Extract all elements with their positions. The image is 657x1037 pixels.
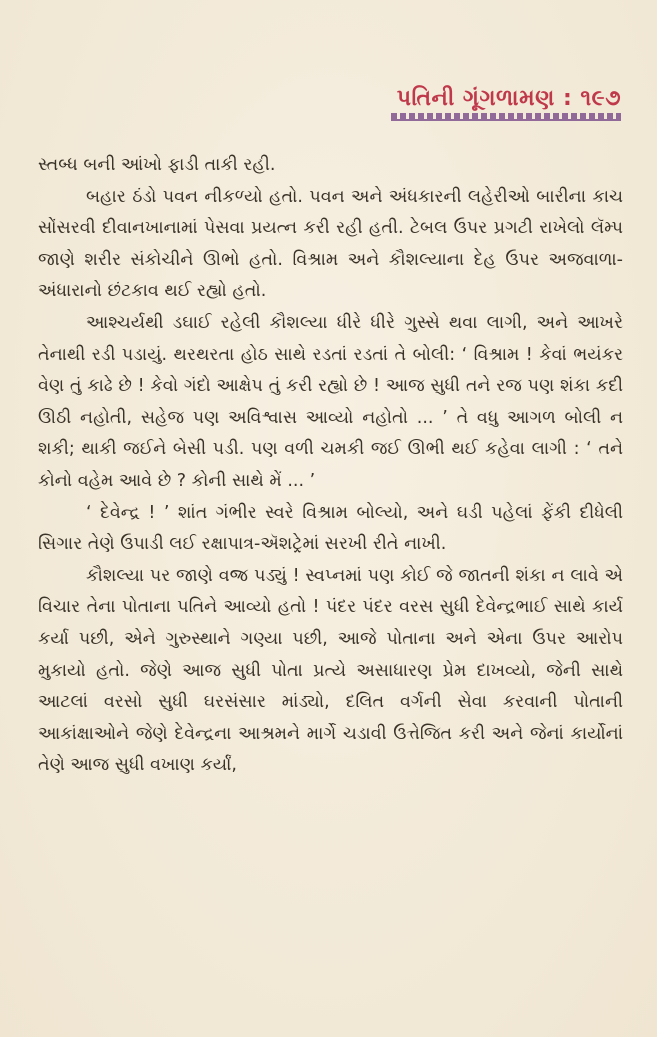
running-header: [391, 86, 621, 121]
paragraph-1: સ્તબ્ધ બની આંખો ફાડી તાકી રહી.: [38, 155, 276, 175]
header-wavy-underline: [391, 113, 621, 121]
paragraph-3: આશ્ચર્યથી ડઘાઈ રહેલી કૌશલ્યા ધીરે ધીરે ગુસ્સે થવા લાગી, અને આખરે તેનાથી રડી પડાયું. થરથરતા હોઠ સાથે રડતાં રડતાં તે બોલી: ‘ વિશ્રામ ! કેવાં ભયંકર વેણ તું કાઢે છે ! કેવો ગંદો આક્ષેપ તું કરી રહ્યો છે ! આજ સુધી તને રજ પણ શંકા કદી ઊઠી નહોતી, સહેજ પણ અવિશ્વાસ આવ્યો નહોતો ... ’ તે વધુ આગળ બોલી ન શકી; થાકી જઈને બેસી પડી. પણ વળી ચમકી જઈ ઊભી થઈ કહેવા લાગી : ‘ તને કોનો વહેમ આવે છે ? કોની સાથે મેં ... ’: [38, 312, 623, 491]
page-body: [38, 150, 623, 782]
paragraph-4: ‘ દેવેન્દ્ર ! ’ શાંત ગંભીર સ્વરે વિશ્રામ બોલ્યો, અને ઘડી પહેલાં ફેંકી દીધેલી સિગાર તેણે ઉપાડી લઈ રક્ષાપાત્ર-ઍશટ્રેમાં સરખી રીતે નાખી.: [38, 502, 623, 555]
page-header-title: પતિની ગૂંગળામણ : ૧૯૭: [396, 86, 621, 111]
paragraph-2: બહાર ઠંડો પવન નીકળ્યો હતો. પવન અને અંધકારની લહેરીઓ બારીના કાચ સોંસરવી દીવાનખાનામાં પેસવા પ્રયત્ન કરી રહી હતી. ટેબલ ઉપર પ્રગટી રાખેલો લૅમ્પ જાણે શરીર સંકોચીને ઊભો હતો. વિશ્રામ અને કૌશલ્યાના દેહ ઉપર અજવાળા-અંધારાનો છંટકાવ થઈ રહ્યો હતો.: [38, 186, 623, 302]
paragraph-5: કૌશલ્યા પર જાણે વજ્ર પડ્યું ! સ્વપ્નમાં પણ કોઈ જે જાતની શંકા ન લાવે એ વિચાર તેના પોતાના પતિને આવ્યો હતો ! પંદર પંદર વરસ સુધી દેવેન્દ્રભાઈ સાથે કાર્ય કર્યા પછી, એને ગુરુસ્થાને ગણ્યા પછી, આજે પોતાના અને એના ઉપર આરોપ મુકાયો હતો. જેણે આજ સુધી પોતા પ્રત્યે અસાધારણ પ્રેમ દાખવ્યો, જેની સાથે આટલાં વરસો સુધી ઘરસંસાર માંડ્યો, દલિત વર્ગની સેવા કરવાની પોતાની આકાંક્ષાઓને જેણે દેવેન્દ્રના આશ્રમને માર્ગે ચડાવી ઉત્તેજિત કરી અને જેનાં કાર્યોનાં તેણે આજ સુધી વખાણ કર્યાં,: [38, 565, 623, 776]
